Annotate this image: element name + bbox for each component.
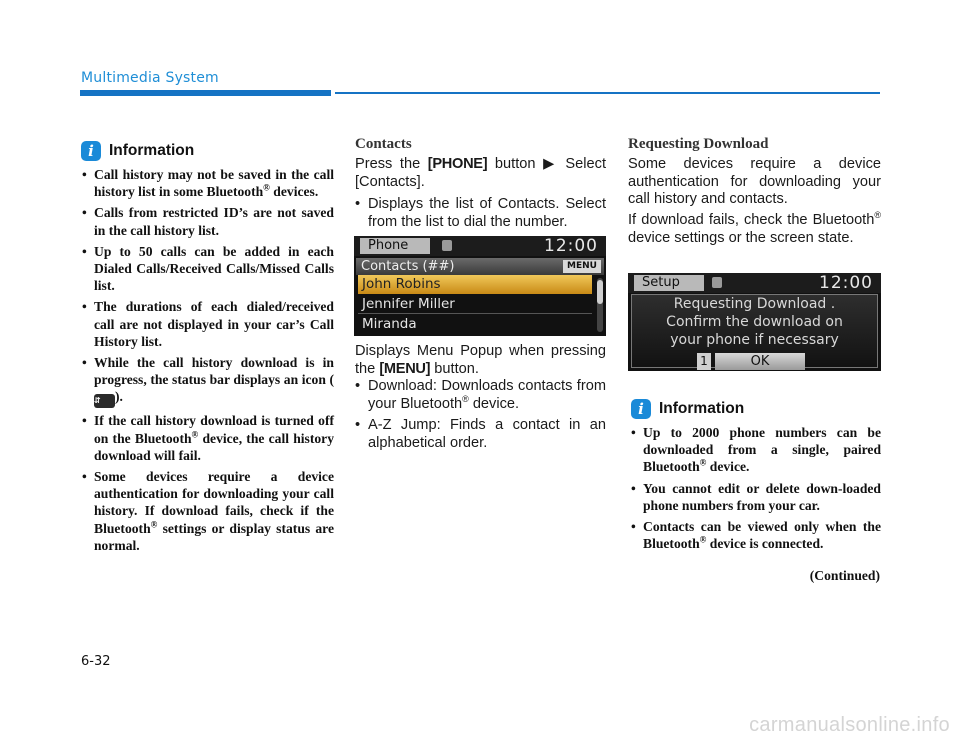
watermark: carmanualsonline.info: [749, 714, 950, 736]
contacts-list-2: [355, 378, 606, 452]
screen-tab-setup: Setup: [634, 275, 704, 291]
list-item: • Calls from restricted ID’s are not saved in the call history list.: [82, 204, 334, 238]
list-item: • Up to 50 calls can be added in each Dialed Calls/Received Calls/Missed Calls list.: [82, 243, 334, 295]
page-number: 6-32: [81, 654, 111, 669]
dialog-line: Requesting Download .: [673, 296, 836, 312]
list-item: • Download: Downloads contacts from your Bluetooth® device.: [355, 378, 606, 413]
list-item: • Up to 2000 phone numbers can be downloaded from a single, paired Bluetooth® device.: [631, 424, 881, 476]
screen-clock: 12:00: [544, 236, 598, 256]
list-item: • The durations of each dialed/received call are not displayed in your car’s Call History list.: [82, 298, 334, 350]
header-rule-thick: [80, 90, 331, 96]
contacts-paragraph-1: Press the [PHONE] button ▶ Select [Contacts].: [355, 156, 606, 190]
info-icon: i: [81, 141, 101, 161]
list-item: • Some devices require a device authentication for downloading your call history. If download fails, check if the Bluetooth® settings or display status are normal.: [82, 468, 334, 554]
contacts-paragraph-2: Displays Menu Popup when pressing the [MENU] button.: [355, 343, 606, 377]
info-list-left: [82, 166, 334, 554]
dialog-line: Confirm the download on: [666, 314, 843, 330]
info-list-right: [631, 424, 881, 552]
contact-row[interactable]: Miranda: [362, 316, 417, 332]
list-item: • Contacts can be viewed only when the Bluetooth® device is connected.: [631, 518, 881, 552]
list-item: • If the call history download is turned off on the Bluetooth® device, the call history download will fail.: [82, 412, 334, 464]
info-heading-label: Information: [109, 142, 195, 159]
info-heading-left: [81, 141, 194, 161]
dialog-index-button[interactable]: 1: [697, 353, 711, 370]
download-paragraph-1: Some devices require a device authentication for downloading your call history and contacts.: [628, 156, 881, 208]
bluetooth-icon: [712, 277, 722, 288]
info-heading-label: Information: [659, 400, 745, 417]
continued-label: (Continued): [809, 568, 880, 583]
section-title: Multimedia System: [81, 70, 219, 86]
download-title: Requesting Download: [628, 136, 769, 152]
arrow-right-icon: ▶: [543, 156, 558, 172]
download-status-icon: ⇵: [94, 394, 115, 408]
dialog-line: your phone if necessary: [670, 332, 839, 348]
contacts-list-1: [355, 196, 606, 231]
info-heading-right: [631, 399, 744, 419]
list-item: • Displays the list of Contacts. Select from the list to dial the number.: [355, 196, 606, 231]
contacts-title: Contacts: [355, 136, 412, 152]
header-rule-thin: [335, 92, 880, 94]
contacts-screen: [354, 236, 606, 336]
dialog-ok-button[interactable]: OK: [715, 353, 805, 370]
screen-tab-phone: Phone: [360, 238, 430, 254]
contact-row[interactable]: John Robins: [358, 275, 592, 294]
list-item: • A-Z Jump: Finds a contact in an alphabetical order.: [355, 417, 606, 452]
contacts-list-header: Contacts (##): [356, 258, 604, 275]
list-item: • You cannot edit or delete down-loaded phone numbers from your car.: [631, 480, 881, 514]
info-icon: i: [631, 399, 651, 419]
download-dialog: [631, 294, 878, 368]
bluetooth-icon: [442, 240, 452, 251]
scrollbar-thumb[interactable]: [597, 280, 603, 304]
menu-button[interactable]: MENU: [563, 260, 601, 273]
download-screen: [628, 273, 881, 371]
list-item: • Call history may not be saved in the call history list in some Bluetooth® devices.: [82, 166, 334, 200]
screen-clock: 12:00: [819, 273, 873, 293]
list-item: • While the call history download is in progress, the status bar displays an icon (⇵ ).: [82, 354, 334, 408]
contact-row[interactable]: Jennifer Miller: [358, 295, 592, 314]
download-paragraph-2: If download fails, check the Bluetooth® device settings or the screen state.: [628, 210, 881, 246]
